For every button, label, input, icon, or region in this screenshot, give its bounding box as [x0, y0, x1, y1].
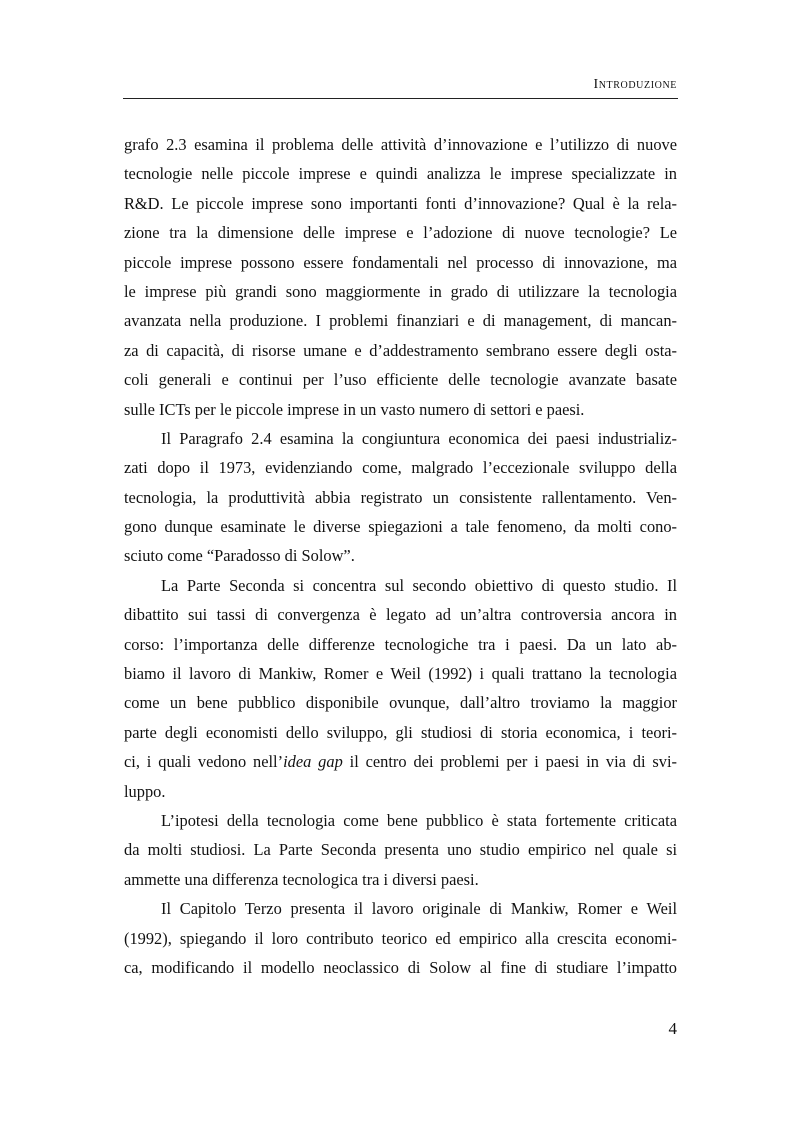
text-line: dibattito sui tassi di convergenza è legato ad un’altra controversia ancora in	[124, 605, 677, 625]
text-line: Il Paragrafo 2.4 esamina la congiuntura economica dei paesi industrializ-	[161, 428, 677, 448]
text-line: zati dopo il 1973, evidenziando come, malgrado l’eccezionale sviluppo della	[124, 458, 677, 478]
text-line: ammette una differenza tecnologica tra i diversi paesi.	[124, 869, 479, 889]
text-line: gono dunque esaminate le diverse spiegazioni a tale fenomeno, da molti cono-	[124, 517, 677, 537]
text-line: avanzata nella produzione. I problemi finanziari e di management, di mancan-	[124, 311, 677, 331]
text-line: coli generali e continui per l’uso efficiente delle tecnologie avanzate basate	[124, 370, 677, 390]
header-rule	[123, 98, 678, 99]
text-line: piccole imprese possono essere fondamentali nel processo di innovazione, ma	[124, 252, 677, 272]
body-text	[124, 130, 677, 982]
text-line: tecnologie nelle piccole imprese e quindi analizza le imprese specializzate in	[124, 164, 677, 184]
text-line: le imprese più grandi sono maggiormente in grado di utilizzare la tecnologia	[124, 281, 677, 301]
running-head: Introduzione	[593, 77, 677, 92]
text-line: L’ipotesi della tecnologia come bene pubblico è stata fortemente criticata	[161, 810, 677, 830]
text-line: La Parte Seconda si concentra sul secondo obiettivo di questo studio. Il	[161, 575, 677, 595]
text-line: parte degli economisti dello sviluppo, gli studiosi di storia economica, i teori-	[124, 722, 677, 742]
text-line: ca, modificando il modello neoclassico di Solow al fine di studiare l’impatto	[124, 957, 677, 977]
text-line: luppo.	[124, 781, 166, 801]
text-line	[124, 747, 677, 776]
text-line: sulle ICTs per le piccole imprese in un vasto numero di settori e paesi.	[124, 399, 585, 419]
text-line: (1992), spiegando il loro contributo teorico ed empirico alla crescita economi-	[124, 928, 677, 948]
page-number: 4	[668, 1019, 677, 1038]
text-line: come un bene pubblico disponibile ovunque, dall’altro troviamo la maggior	[124, 693, 677, 713]
italic-term: idea gap	[283, 752, 343, 772]
text-line: tecnologia, la produttività abbia registrato un consistente rallentamento. Ven-	[124, 487, 677, 507]
text-line: Il Capitolo Terzo presenta il lavoro originale di Mankiw, Romer e Weil	[161, 899, 677, 919]
text-line: biamo il lavoro di Mankiw, Romer e Weil (1992) i quali trattano la tecnologia	[124, 664, 677, 684]
text-line: za di capacità, di risorse umane e d’addestramento sembrano essere degli osta-	[124, 340, 677, 360]
text-line: da molti studiosi. La Parte Seconda presenta uno studio empirico nel quale si	[124, 840, 677, 860]
text-line: zione tra la dimensione delle imprese e l’adozione di nuove tecnologie? Le	[124, 223, 677, 243]
text-line: sciuto come “Paradosso di Solow”.	[124, 546, 355, 566]
text-line: grafo 2.3 esamina il problema delle attività d’innovazione e l’utilizzo di nuove	[124, 135, 677, 154]
text-line: corso: l’importanza delle differenze tecnologiche tra i paesi. Da un lato ab-	[124, 634, 677, 654]
text-line: R&D. Le piccole imprese sono importanti fonti d’innovazione? Qual è la rela-	[124, 193, 677, 213]
text-segment: il centro dei problemi per i paesi in via di svi-	[342, 752, 677, 772]
text-segment: ci, i quali vedono nell’	[124, 752, 284, 772]
